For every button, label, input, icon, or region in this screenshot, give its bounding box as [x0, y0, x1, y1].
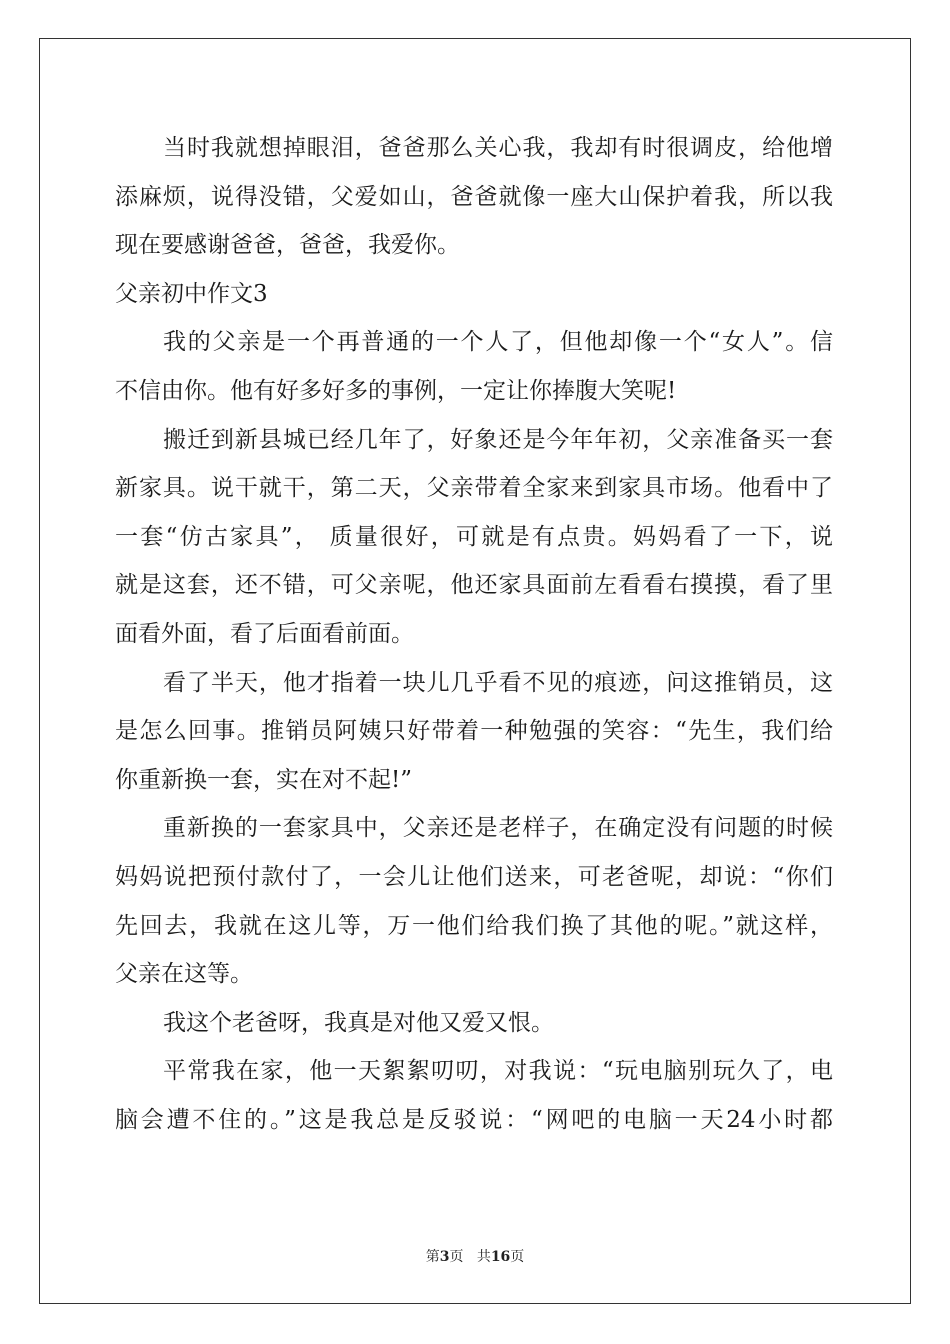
section-heading: 父亲初中作文3	[115, 280, 268, 307]
text-line: 妈妈说把预付款付了，一会儿让他们送来，可老爸呢，却说：“你们	[115, 863, 833, 890]
text-line: 一套“仿古家具”， 质量很好，可就是有点贵。妈妈看了一下，说	[115, 523, 833, 550]
text-line: 看了半天，他才指着一块儿几乎看不见的痕迹，问这推销员，这	[163, 669, 833, 696]
page-number: 3	[439, 1249, 450, 1265]
text-line: 平常我在家，他一天絮絮叨叨，对我说：“玩电脑别玩久了，电	[163, 1058, 833, 1085]
text-line: 我这个老爸呀，我真是对他又爱又恨。	[163, 1009, 554, 1036]
text-line: 现在要感谢爸爸，爸爸，我爱你。	[115, 232, 460, 259]
text-line: 我的父亲是一个再普通的一个人了，但他却像一个“女人”。信	[163, 329, 833, 356]
total-pages: 16	[490, 1249, 511, 1265]
text-line: 添麻烦，说得没错，父爱如山，爸爸就像一座大山保护着我，所以我	[115, 183, 833, 210]
text-line: 是怎么回事。推销员阿姨只好带着一种勉强的笑容：“先生，我们给	[115, 718, 833, 745]
text-line: 面看外面，看了后面看前面。	[115, 620, 414, 647]
text-line: 脑会遭不住的。”这是我总是反驳说：“网吧的电脑一天24小时都	[115, 1106, 833, 1133]
page-prefix: 第	[425, 1249, 440, 1265]
text-line: 就是这套，还不错，可父亲呢，他还家具面前左看看右摸摸，看了里	[115, 572, 833, 599]
page-footer	[0, 1246, 950, 1266]
total-prefix: 共	[476, 1249, 491, 1265]
text-line: 搬迁到新县城已经几年了，好象还是今年年初，父亲准备买一套	[163, 426, 833, 453]
total-suffix: 页	[510, 1249, 525, 1265]
page-suffix: 页	[449, 1249, 464, 1265]
text-line: 你重新换一套，实在对不起!”	[115, 766, 413, 793]
text-line: 重新换的一套家具中，父亲还是老样子，在确定没有问题的时候	[163, 815, 833, 842]
text-line: 当时我就想掉眼泪，爸爸那么关心我，我却有时很调皮，给他增	[163, 135, 833, 161]
text-line: 不信由你。他有好多好多的事例，一定让你捧腹大笑呢!	[115, 377, 677, 404]
text-line: 先回去，我就在这儿等，万一他们给我们换了其他的呢。”就这样，	[115, 912, 833, 939]
document-body	[115, 124, 833, 1144]
text-line: 新家具。说干就干，第二天，父亲带着全家来到家具市场。他看中了	[115, 475, 833, 502]
text-line: 父亲在这等。	[115, 961, 253, 988]
